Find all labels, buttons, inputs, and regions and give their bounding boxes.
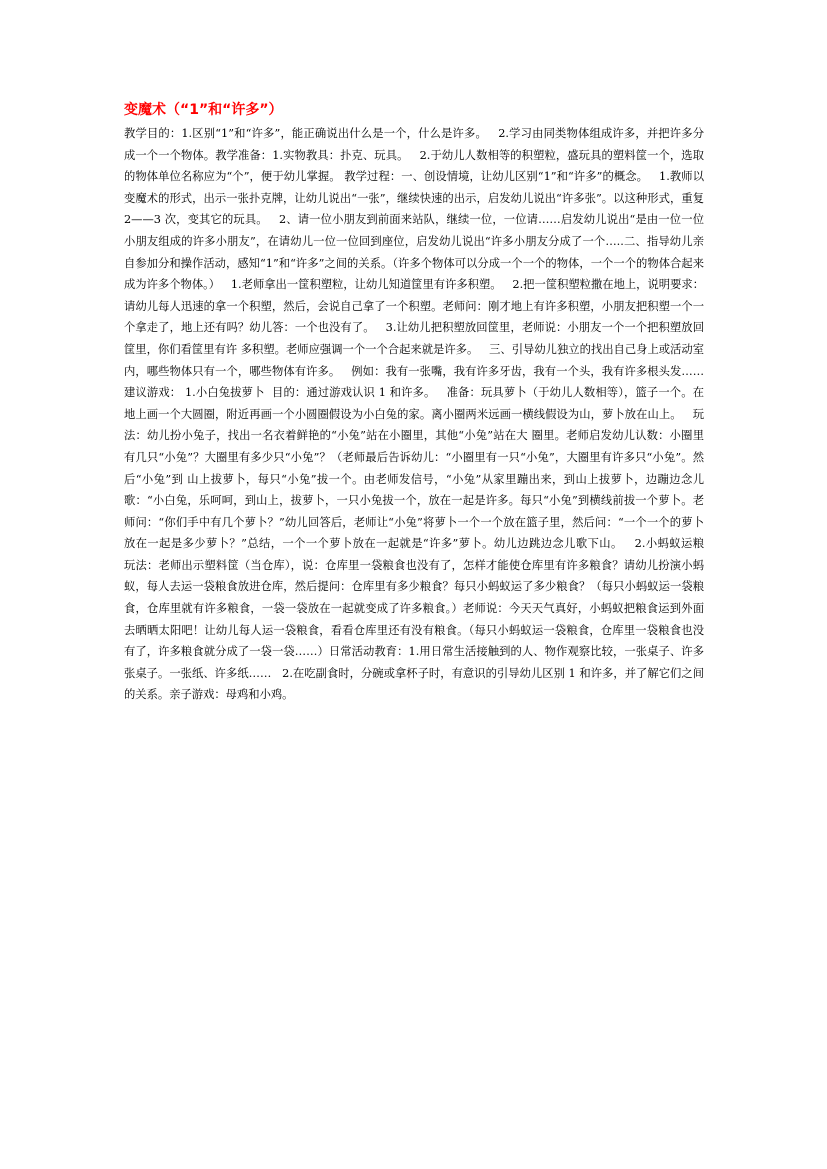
document-title: 变魔术（“1”和“许多”）: [124, 102, 283, 118]
document-body: 教学目的：1.区别“1”和“许多”，能正确说出什么是一个，什么是许多。 2.学习由同类物体组成许多，并把许多分成一个一个物体。教学准备：1.实物教具：扑克、玩具。 2.于幼儿人数相等的积塑粒，盛玩具的塑料筐一个，选取的物体单位名称应为“个”，便于幼儿掌握。 教学过程：一、创设情境，让幼儿区别“1”和“许多”的概念。 1.教师以变魔术的形式，出示一张扑克牌，让幼儿说出“一张”，继续快速的出示，启发幼儿说出“许多张”。以这种形式，重复 2——3 次，变其它的玩具。 2、请一位小朋友到前面来站队，继续一位，一位请……启发幼儿说出“是由一位一位小朋友组成的许多小朋友”，在请幼儿一位一位回到座位，启发幼儿说出“许多小朋友分成了一个…..二、指导幼儿亲自参加分和操作活动，感知“1”和“许多”之间的关系。（许多个物体可以分成一个一个的物体，一个一个的物体合起来成为许多个物体。） 1.老师拿出一筐积塑粒，让幼儿知道筐里有许多积塑。 2.把一筐积塑粒撒在地上，说明要求：请幼儿每人迅速的拿一个积塑，然后，会说自己拿了一个积塑。老师问：刚才地上有许多积塑，小朋友把积塑一个一个拿走了，地上还有吗？幼儿答：一个也没有了。 3.让幼儿把积塑放回筐里，老师说：小朋友一个一个把积塑放回筐里，你们看筐里有许 多积塑。老师应强调一个一个合起来就是许多。 三、引导幼儿独立的找出自己身上或活动室内，哪些物体只有一个，哪些物体有许多。 例如：我有一张嘴，我有许多牙齿，我有一个头，我有许多根头发…… 建议游戏： 1.小白兔拔萝卜 目的：通过游戏认识 1 和许多。 准备：玩具萝卜（于幼儿人数相等），篮子一个。在地上画一个大圆圈，附近再画一个小圆圈假设为小白兔的家。离小圈两米远画一横线假设为山，萝卜放在山上。 玩法：幼儿扮小兔子，找出一名衣着鲜艳的“小兔”站在小圈里，其他“小兔”站在大 圈里。老师启发幼儿认数：小圈里有几只“小兔”？大圈里有多少只“小兔”？（老师最后告诉幼儿：“小圈里有一只“小兔”，大圈里有许多只“小兔”。然后“小兔”到 山上拔萝卜，每只“小兔”拔一个。由老师发信号，“小兔”从家里蹦出来，到山上拔萝卜，边蹦边念儿歌：“小白兔，乐呵呵，到山上，拔萝卜，一只小兔拔一个，放在一起是许多。每只“小兔”到横线前拔一个萝卜。老师问：“你们手中有几个萝卜？”幼儿回答后，老师让“小兔”将萝卜一个一个放在篮子里，然后问：“一个一个的萝卜放在一起是多少萝卜？”总结，一个一个萝卜放在一起就是“许多”萝卜。幼儿边跳边念儿歌下山。 2.小蚂蚁运粮 玩法：老师出示塑料筐（当仓库），说：仓库里一袋粮食也没有了，怎样才能使仓库里有许多粮食？请幼儿扮演小蚂蚁，每人去运一袋粮食放进仓库，然后提问：仓库里有多少粮食？每只小蚂蚁运了多少粮食？（每只小蚂蚁运一袋粮食，仓库里就有许多粮食，一袋一袋放在一起就变成了许多粮食。）老师说：今天天气真好，小蚂蚁把粮食运到外面去晒晒太阳吧！让幼儿每人运一袋粮食，看看仓库里还有没有粮食。（每只小蚂蚁运一袋粮食，仓库里一袋粮食也没有了，许多粮食就分成了一袋一袋……）日常活动教育：1.用日常生活接触到的人、物作观察比较，一张桌子、许多张桌子。一张纸、许多纸…… 2.在吃副食时，分碗或拿杯子时，有意识的引导幼儿区别 1 和许多，并了解它们之间的关系。亲子游戏：母鸡和小鸡。: [124, 127, 715, 702]
